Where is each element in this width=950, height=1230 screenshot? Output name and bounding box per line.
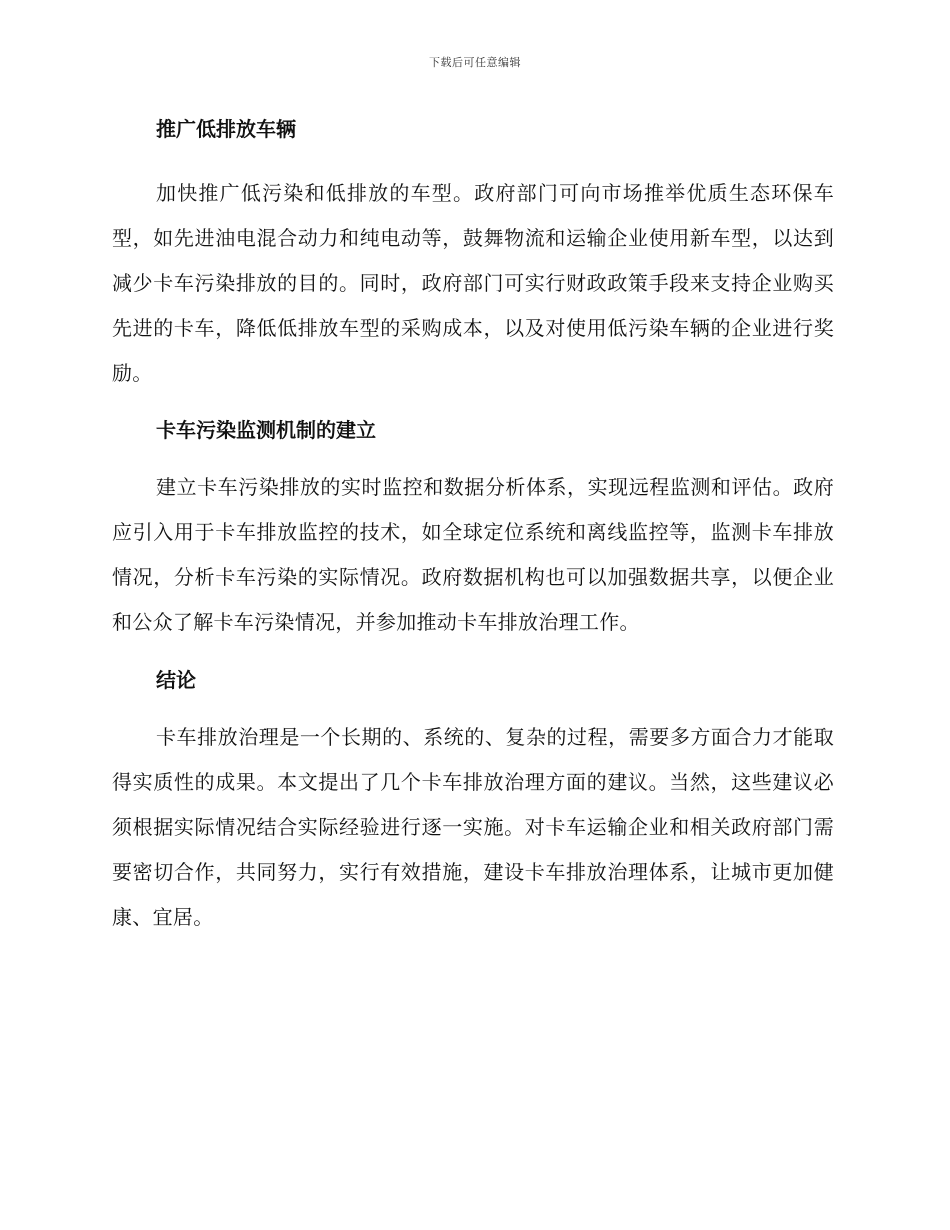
header-note: 下载后可任意编辑 [429,56,521,69]
document-body [112,114,834,940]
section-title-monitoring-mechanism: 卡车污染监测机制的建立 [156,418,376,442]
section-paragraph-monitoring-mechanism: 建立卡车污染排放的实时监控和数据分析体系，实现远程监测和评估。政府应引入用于卡车排放监控的技术，如全球定位系统和离线监控等，监测卡车排放情况，分析卡车污染的实际情况。政府数据机构也可以加强数据共享，以便企业和公众了解卡车污染情况，并参加推动卡车排放治理工作。 [112,475,834,634]
section-paragraph-promote-low-emission: 加快推广低污染和低排放的车型。政府部门可向市场推举优质生态环保车型，如先进油电混合动力和纯电动等，鼓舞物流和运输企业使用新车型，以达到减少卡车污染排放的目的。同时，政府部门可实行财政政策手段来支持企业购买先进的卡车，降低低排放车型的采购成本，以及对使用低污染车辆的企业进行奖励。 [112,181,834,385]
section-title-conclusion: 结论 [156,668,196,692]
section-title-promote-low-emission: 推广低排放车辆 [156,117,296,141]
section-paragraph-conclusion: 卡车排放治理是一个长期的、系统的、复杂的过程，需要多方面合力才能取得实质性的成果。本文提出了几个卡车排放治理方面的建议。当然，这些建议必须根据实际情况结合实际经验进行逐一实施。对卡车运输企业和相关政府部门需要密切合作，共同努力，实行有效措施，建设卡车排放治理体系，让城市更加健康、宜居。 [112,725,834,929]
